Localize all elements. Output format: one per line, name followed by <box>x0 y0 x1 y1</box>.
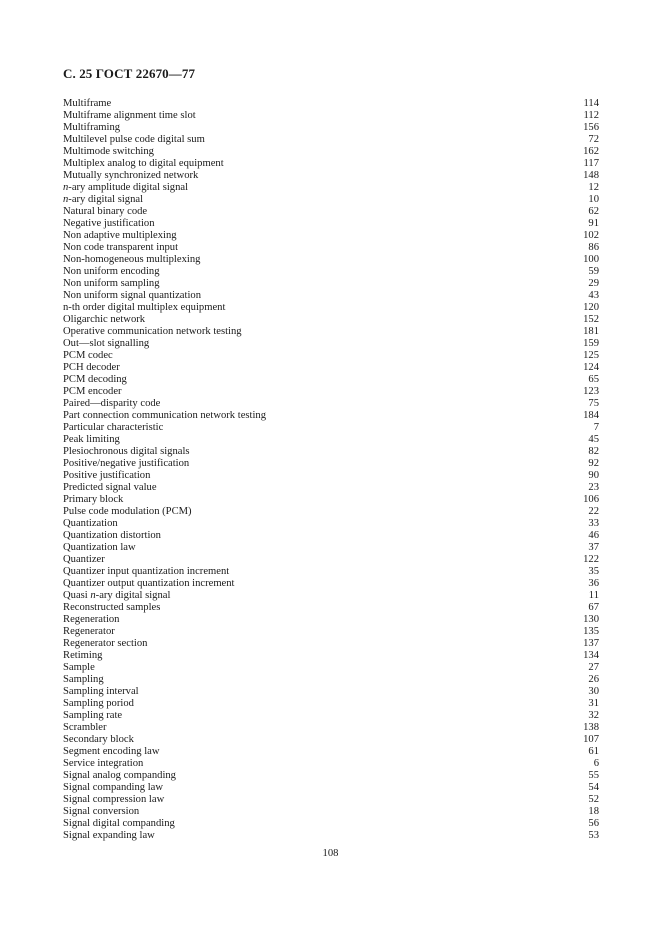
index-term: Regeneration <box>63 614 120 625</box>
index-term: Non uniform signal quantization <box>63 290 201 301</box>
index-term: Quantization <box>63 518 118 529</box>
index-page-number: 125 <box>583 350 599 361</box>
index-entry <box>63 494 599 506</box>
index-entry <box>63 302 599 314</box>
index-entry <box>63 638 599 650</box>
index-term: Regenerator <box>63 626 115 637</box>
index-term: Signal companding law <box>63 782 164 793</box>
index-page-number: 82 <box>588 446 599 457</box>
index-term: Non uniform encoding <box>63 266 160 277</box>
index-entry <box>63 710 599 722</box>
index-page-number: 52 <box>588 794 599 805</box>
index-term: Signal digital companding <box>63 818 175 829</box>
index-page-number: 45 <box>588 434 599 445</box>
index-page-number: 130 <box>583 614 599 625</box>
index-page-number: 23 <box>588 482 599 493</box>
index-page-number: 148 <box>583 170 599 181</box>
index-page-number: 65 <box>588 374 599 385</box>
index-entry <box>63 218 599 230</box>
index-term: Signal expanding law <box>63 830 155 841</box>
index-entry <box>63 554 599 566</box>
index-term: n-ary amplitude digital signal <box>63 182 189 193</box>
index-term: PCH decoder <box>63 362 120 373</box>
index-term: Paired—disparity code <box>63 398 161 409</box>
index-term: Sampling interval <box>63 686 139 697</box>
index-page-number: 53 <box>588 830 599 841</box>
index-entry <box>63 470 599 482</box>
index-page-number: 134 <box>583 650 599 661</box>
index-entry <box>63 650 599 662</box>
index-page-number: 72 <box>588 134 599 145</box>
index-page-number: 27 <box>588 662 599 673</box>
index-page-number: 90 <box>588 470 599 481</box>
index-entry <box>63 110 599 122</box>
index-page-number: 10 <box>588 194 599 205</box>
index-term: Multiplex analog to digital equipment <box>63 158 224 169</box>
index-term: Service integration <box>63 758 144 769</box>
index-entry <box>63 686 599 698</box>
index-entry <box>63 662 599 674</box>
index-entry <box>63 374 599 386</box>
index-page-number: 59 <box>588 266 599 277</box>
index-entry <box>63 182 599 194</box>
index-page-number: 138 <box>583 722 599 733</box>
index-page-number: 6 <box>593 758 599 769</box>
index-entry <box>63 398 599 410</box>
index-entry <box>63 758 599 770</box>
index-page-number: 62 <box>588 206 599 217</box>
index-term: Peak limiting <box>63 434 120 445</box>
index-entry <box>63 134 599 146</box>
index-entry <box>63 338 599 350</box>
index-entry <box>63 314 599 326</box>
index-entry <box>63 674 599 686</box>
index-term: PCM decoding <box>63 374 127 385</box>
index-page-number: 31 <box>588 698 599 709</box>
index-page-number: 11 <box>588 590 599 601</box>
index-page-number: 18 <box>588 806 599 817</box>
page-header: С. 25 ГОСТ 22670—77 <box>63 66 196 81</box>
index-term: n-th order digital multiplex equipment <box>63 302 226 313</box>
index-term: Positive justification <box>63 470 151 481</box>
index-term: Quasi n-ary digital signal <box>63 590 171 601</box>
index-page-number: 35 <box>588 566 599 577</box>
index-page-number: 152 <box>583 314 599 325</box>
index-term: Primary block <box>63 494 124 505</box>
index-term: Scrambler <box>63 722 107 733</box>
index-page-number: 56 <box>588 818 599 829</box>
index-entry <box>63 482 599 494</box>
index-page-number: 159 <box>583 338 599 349</box>
index-entry <box>63 278 599 290</box>
index-term: Signal compression law <box>63 794 165 805</box>
index-entry <box>63 242 599 254</box>
index-term: Multiframe alignment time slot <box>63 110 196 121</box>
index-term: Oligarchic network <box>63 314 146 325</box>
index-entry <box>63 698 599 710</box>
index-page-number: 102 <box>583 230 599 241</box>
index-term: Reconstructed samples <box>63 602 161 613</box>
index-page-number: 86 <box>588 242 599 253</box>
index-entry <box>63 230 599 242</box>
index-term: Non uniform sampling <box>63 278 160 289</box>
index-entry <box>63 734 599 746</box>
index-page-number: 33 <box>588 518 599 529</box>
index-entry <box>63 578 599 590</box>
index-entry <box>63 458 599 470</box>
index-term: Multiframe <box>63 98 112 109</box>
index-term: Quantizer output quantization increment <box>63 578 235 589</box>
index-entry <box>63 254 599 266</box>
index-page-number: 43 <box>588 290 599 301</box>
index-term: Natural binary code <box>63 206 148 217</box>
index-term: Predicted signal value <box>63 482 157 493</box>
index-page-number: 46 <box>588 530 599 541</box>
index-entry <box>63 434 599 446</box>
index-term: Regenerator section <box>63 638 148 649</box>
index-entry <box>63 98 599 110</box>
index-entry <box>63 446 599 458</box>
index-term: Positive/negative justification <box>63 458 190 469</box>
page-number: 108 <box>322 848 339 859</box>
index-entry <box>63 362 599 374</box>
index-page-number: 162 <box>583 146 599 157</box>
index-page-number: 55 <box>588 770 599 781</box>
index-page-number: 184 <box>583 410 599 421</box>
index-entry <box>63 542 599 554</box>
index-term: Mutually synchronized network <box>63 170 199 181</box>
index-page-number: 7 <box>593 422 599 433</box>
index-page-number: 75 <box>588 398 599 409</box>
index-term: Sampling <box>63 674 104 685</box>
index-page-number: 91 <box>588 218 599 229</box>
index-term: PCM codec <box>63 350 113 361</box>
index-page-number: 37 <box>588 542 599 553</box>
index-term: Particular characteristic <box>63 422 164 433</box>
index-page-number: 26 <box>588 674 599 685</box>
index-entry <box>63 206 599 218</box>
index-entry <box>63 746 599 758</box>
index-term: Non code transparent input <box>63 242 179 253</box>
index-term: Part connection communication network testing <box>63 410 266 421</box>
index-page-number: 137 <box>583 638 599 649</box>
index-page-number: 106 <box>583 494 599 505</box>
index-page-number: 117 <box>583 158 599 169</box>
index-term: Plesiochronous digital signals <box>63 446 190 457</box>
index-entry <box>63 614 599 626</box>
index-entry <box>63 170 599 182</box>
index-entry <box>63 794 599 806</box>
index-page-number: 12 <box>588 182 599 193</box>
index-page-number: 67 <box>588 602 599 613</box>
index-term: Quantizer input quantization increment <box>63 566 230 577</box>
index-term: Secondary block <box>63 734 134 745</box>
index-term: Multimode switching <box>63 146 154 157</box>
index-entry <box>63 722 599 734</box>
index-entry <box>63 830 599 842</box>
index-page-number: 123 <box>583 386 599 397</box>
index-entry <box>63 626 599 638</box>
index-term: Negative justification <box>63 218 155 229</box>
index-page-number: 92 <box>588 458 599 469</box>
index-term: Multilevel pulse code digital sum <box>63 134 205 145</box>
index-entry <box>63 782 599 794</box>
index-term: Signal analog companding <box>63 770 176 781</box>
index-entry <box>63 410 599 422</box>
index-entry <box>63 146 599 158</box>
index-page-number: 30 <box>588 686 599 697</box>
index-page-number: 61 <box>588 746 599 757</box>
index-entry <box>63 290 599 302</box>
index-term: PCM encoder <box>63 386 122 397</box>
index-entry <box>63 602 599 614</box>
index-term: Multiframing <box>63 122 121 133</box>
index-entry <box>63 530 599 542</box>
index-entry <box>63 158 599 170</box>
index-entry <box>63 806 599 818</box>
index-entry <box>63 326 599 338</box>
index-page-number: 135 <box>583 626 599 637</box>
index-term: Quantizer <box>63 554 105 565</box>
index-entry <box>63 506 599 518</box>
index-page-number: 120 <box>583 302 599 313</box>
index-entry <box>63 122 599 134</box>
index-term: Sampling rate <box>63 710 123 721</box>
index-page-number: 181 <box>583 326 599 337</box>
index-entry <box>63 422 599 434</box>
index-page-number: 32 <box>588 710 599 721</box>
index-page-number: 36 <box>588 578 599 589</box>
index-term: Sampling poriod <box>63 698 134 709</box>
index-page-number: 107 <box>583 734 599 745</box>
index-page-number: 156 <box>583 122 599 133</box>
index-entry <box>63 386 599 398</box>
index-term: Quantization law <box>63 542 136 553</box>
index-term: Non-homogeneous multiplexing <box>63 254 201 265</box>
index-term: n-ary digital signal <box>63 194 144 205</box>
index-term: Sample <box>63 662 95 673</box>
index-page-number: 54 <box>588 782 599 793</box>
index-term: Operative communication network testing <box>63 326 242 337</box>
index-term: Segment encoding law <box>63 746 160 757</box>
index-page-number: 22 <box>588 506 599 517</box>
index-term: Signal conversion <box>63 806 140 817</box>
index-entry <box>63 266 599 278</box>
index-term: Pulse code modulation (PCM) <box>63 506 192 517</box>
index-entry <box>63 518 599 530</box>
index-entry <box>63 350 599 362</box>
index-page-number: 124 <box>583 362 599 373</box>
index-entry <box>63 566 599 578</box>
index-page-number: 114 <box>583 98 599 109</box>
index-term: Out—slot signalling <box>63 338 150 349</box>
index-term: Quantization distortion <box>63 530 161 541</box>
index-page-number: 122 <box>583 554 599 565</box>
index-entry <box>63 770 599 782</box>
index-term: Non adaptive multiplexing <box>63 230 177 241</box>
index-page-number: 29 <box>588 278 599 289</box>
index-entry <box>63 818 599 830</box>
index-term: Retiming <box>63 650 103 661</box>
index-entry <box>63 194 599 206</box>
index-page-number: 100 <box>583 254 599 265</box>
index-page-number: 112 <box>583 110 599 121</box>
term-index-list <box>63 98 599 842</box>
index-entry <box>63 590 599 602</box>
